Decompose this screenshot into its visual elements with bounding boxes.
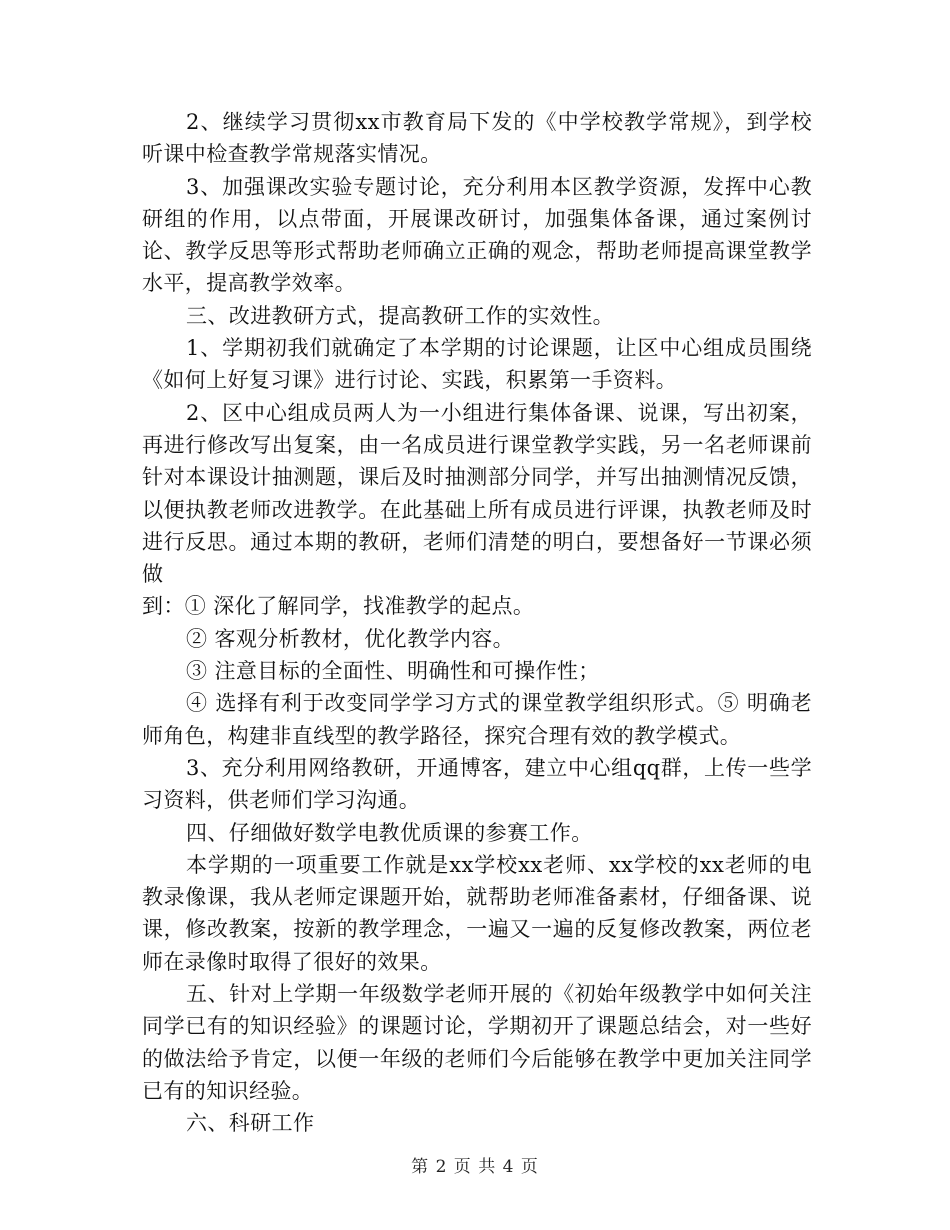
- section-heading-6: 六、科研工作: [186, 1111, 315, 1136]
- paragraph-5: 到：① 深化了解同学，找准教学的起点。: [142, 594, 535, 619]
- paragraph-4: 2、区中心组成员两人为一小组进行集体备课、说课，写出初案，再进行修改写出复案，由一名成员进行课堂教学实践，另一名老师课前针对本课设计抽测题，课后及时抽测部分同学，并写出抽测情况反馈，以便执教老师改进教学。在此基础上所有成员进行评课，执教老师及时进行反思。通过本期的教研，老师们清楚的明白，要想备好一节课必须做: [142, 400, 812, 587]
- page-footer: 第 2 页 共 4 页: [411, 1157, 539, 1177]
- paragraph-7: ③ 注意目标的全面性、明确性和可操作性；: [186, 659, 600, 684]
- paragraph-6: ② 客观分析教材，优化教学内容。: [186, 626, 515, 651]
- paragraph-8: ④ 选择有利于改变同学学习方式的课堂教学组织形式。⑤ 明确老师角色，构建非直线型的教学路径，探究合理有效的教学模式。: [142, 691, 812, 748]
- paragraph-2: 3、加强课改实验专题讨论，充分利用本区教学资源，发挥中心教研组的作用，以点带面，开展课改研讨，加强集体备课，通过案例讨论、教学反思等形式帮助老师确立正确的观念，帮助老师提高课堂教学水平，提高教学效率。: [142, 174, 812, 296]
- paragraph-1: 2、继续学习贯彻xx市教育局下发的《中学校教学常规》，到学校听课中检查教学常规落实情况。: [142, 110, 812, 167]
- section-heading-3: 三、改进教研方式，提高教研工作的实效性。: [186, 303, 614, 328]
- document-body: [142, 106, 812, 1140]
- paragraph-3: 1、学期初我们就确定了本学期的讨论课题，让区中心组成员围绕《如何上好复习课》进行讨论、实践，积累第一手资料。: [142, 336, 812, 393]
- section-heading-4: 四、仔细做好数学电教优质课的参赛工作。: [186, 820, 593, 845]
- paragraph-9: 3、充分利用网络教研，开通博客，建立中心组qq群，上传一些学习资料，供老师们学习沟通。: [142, 755, 812, 813]
- paragraph-10: 本学期的一项重要工作就是xx学校xx老师、xx学校的xx老师的电教录像课，我从老师定课题开始，就帮助老师准备素材，仔细备课、说课，修改教案，按新的教学理念，一遍又一遍的反复修改教案，两位老师在录像时取得了很好的效果。: [142, 852, 812, 974]
- section-heading-5: 五、针对上学期一年级数学老师开展的《初始年级教学中如何关注同学已有的知识经验》的课题讨论，学期初开了课题总结会，对一些好的做法给予肯定，以便一年级的老师们今后能够在教学中更加关注同学已有的知识经验。: [142, 982, 812, 1103]
